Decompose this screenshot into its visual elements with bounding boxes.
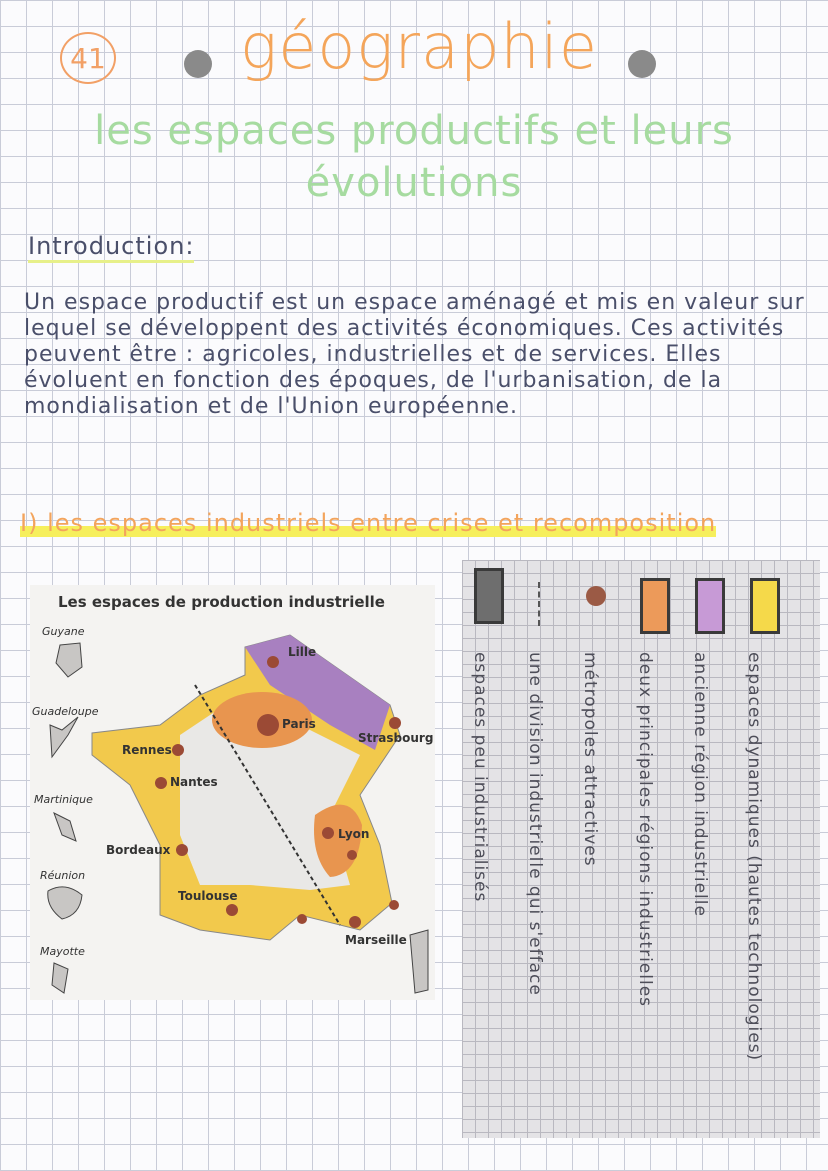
binder-hole — [184, 50, 212, 78]
legend-dot-metropole — [586, 586, 606, 606]
subject-heading: géographie — [240, 10, 598, 83]
label-guadeloupe: Guadeloupe — [32, 705, 99, 718]
legend-swatch-orange — [640, 578, 670, 634]
label-martinique: Martinique — [34, 793, 93, 806]
legend-label: ancienne région industrielle — [690, 652, 710, 917]
page-number: 41 — [70, 41, 106, 75]
binder-hole — [628, 50, 656, 78]
legend-swatch-yellow — [750, 578, 780, 634]
title-line-1: les espaces productifs et leurs — [94, 108, 734, 154]
section-title — [20, 508, 740, 538]
map-legend — [462, 560, 820, 1138]
label-guyane: Guyane — [42, 625, 85, 638]
label-nantes: Nantes — [170, 775, 218, 789]
label-mayotte: Mayotte — [40, 945, 85, 958]
legend-label: une division industrielle qui s'efface — [525, 652, 545, 996]
map-title: Les espaces de production industrielle — [58, 593, 385, 611]
legend-swatch-gray — [474, 568, 504, 624]
label-bordeaux: Bordeaux — [106, 843, 171, 857]
legend-label: deux principales régions industrielles — [635, 652, 655, 1008]
label-rennes: Rennes — [122, 743, 172, 757]
label-strasbourg: Strasbourg — [358, 731, 434, 745]
legend-dashed-line — [538, 582, 540, 626]
legend-label: métropoles attractives — [580, 652, 600, 867]
label-lille: Lille — [288, 645, 317, 659]
label-lyon: Lyon — [338, 827, 370, 841]
label-marseille: Marseille — [345, 933, 407, 947]
label-toulouse: Toulouse — [178, 889, 238, 903]
introduction-text: Un espace productif est un espace aménagé et mis en valeur sur lequel se développent des activités économiques. Ces activités peuvent être : agricoles, industrielles et de services. Elles évoluent en fonction des époques, de l'urbanisation, de la mondialisation et de l'Union européenne. — [24, 290, 805, 419]
industrial-map — [30, 585, 435, 1000]
legend-label: espaces peu industrialisés — [470, 652, 490, 903]
page-number-circle — [60, 32, 116, 84]
title-line-2: évolutions — [305, 160, 523, 206]
section-title-text: I) les espaces industriels entre crise et recomposition — [20, 509, 717, 537]
introduction-heading: Introduction: — [28, 232, 194, 263]
label-paris: Paris — [282, 717, 316, 731]
legend-swatch-purple — [695, 578, 725, 634]
legend-label: espaces dynamiques (hautes technologies) — [744, 652, 764, 1062]
label-reunion: Réunion — [40, 869, 86, 882]
